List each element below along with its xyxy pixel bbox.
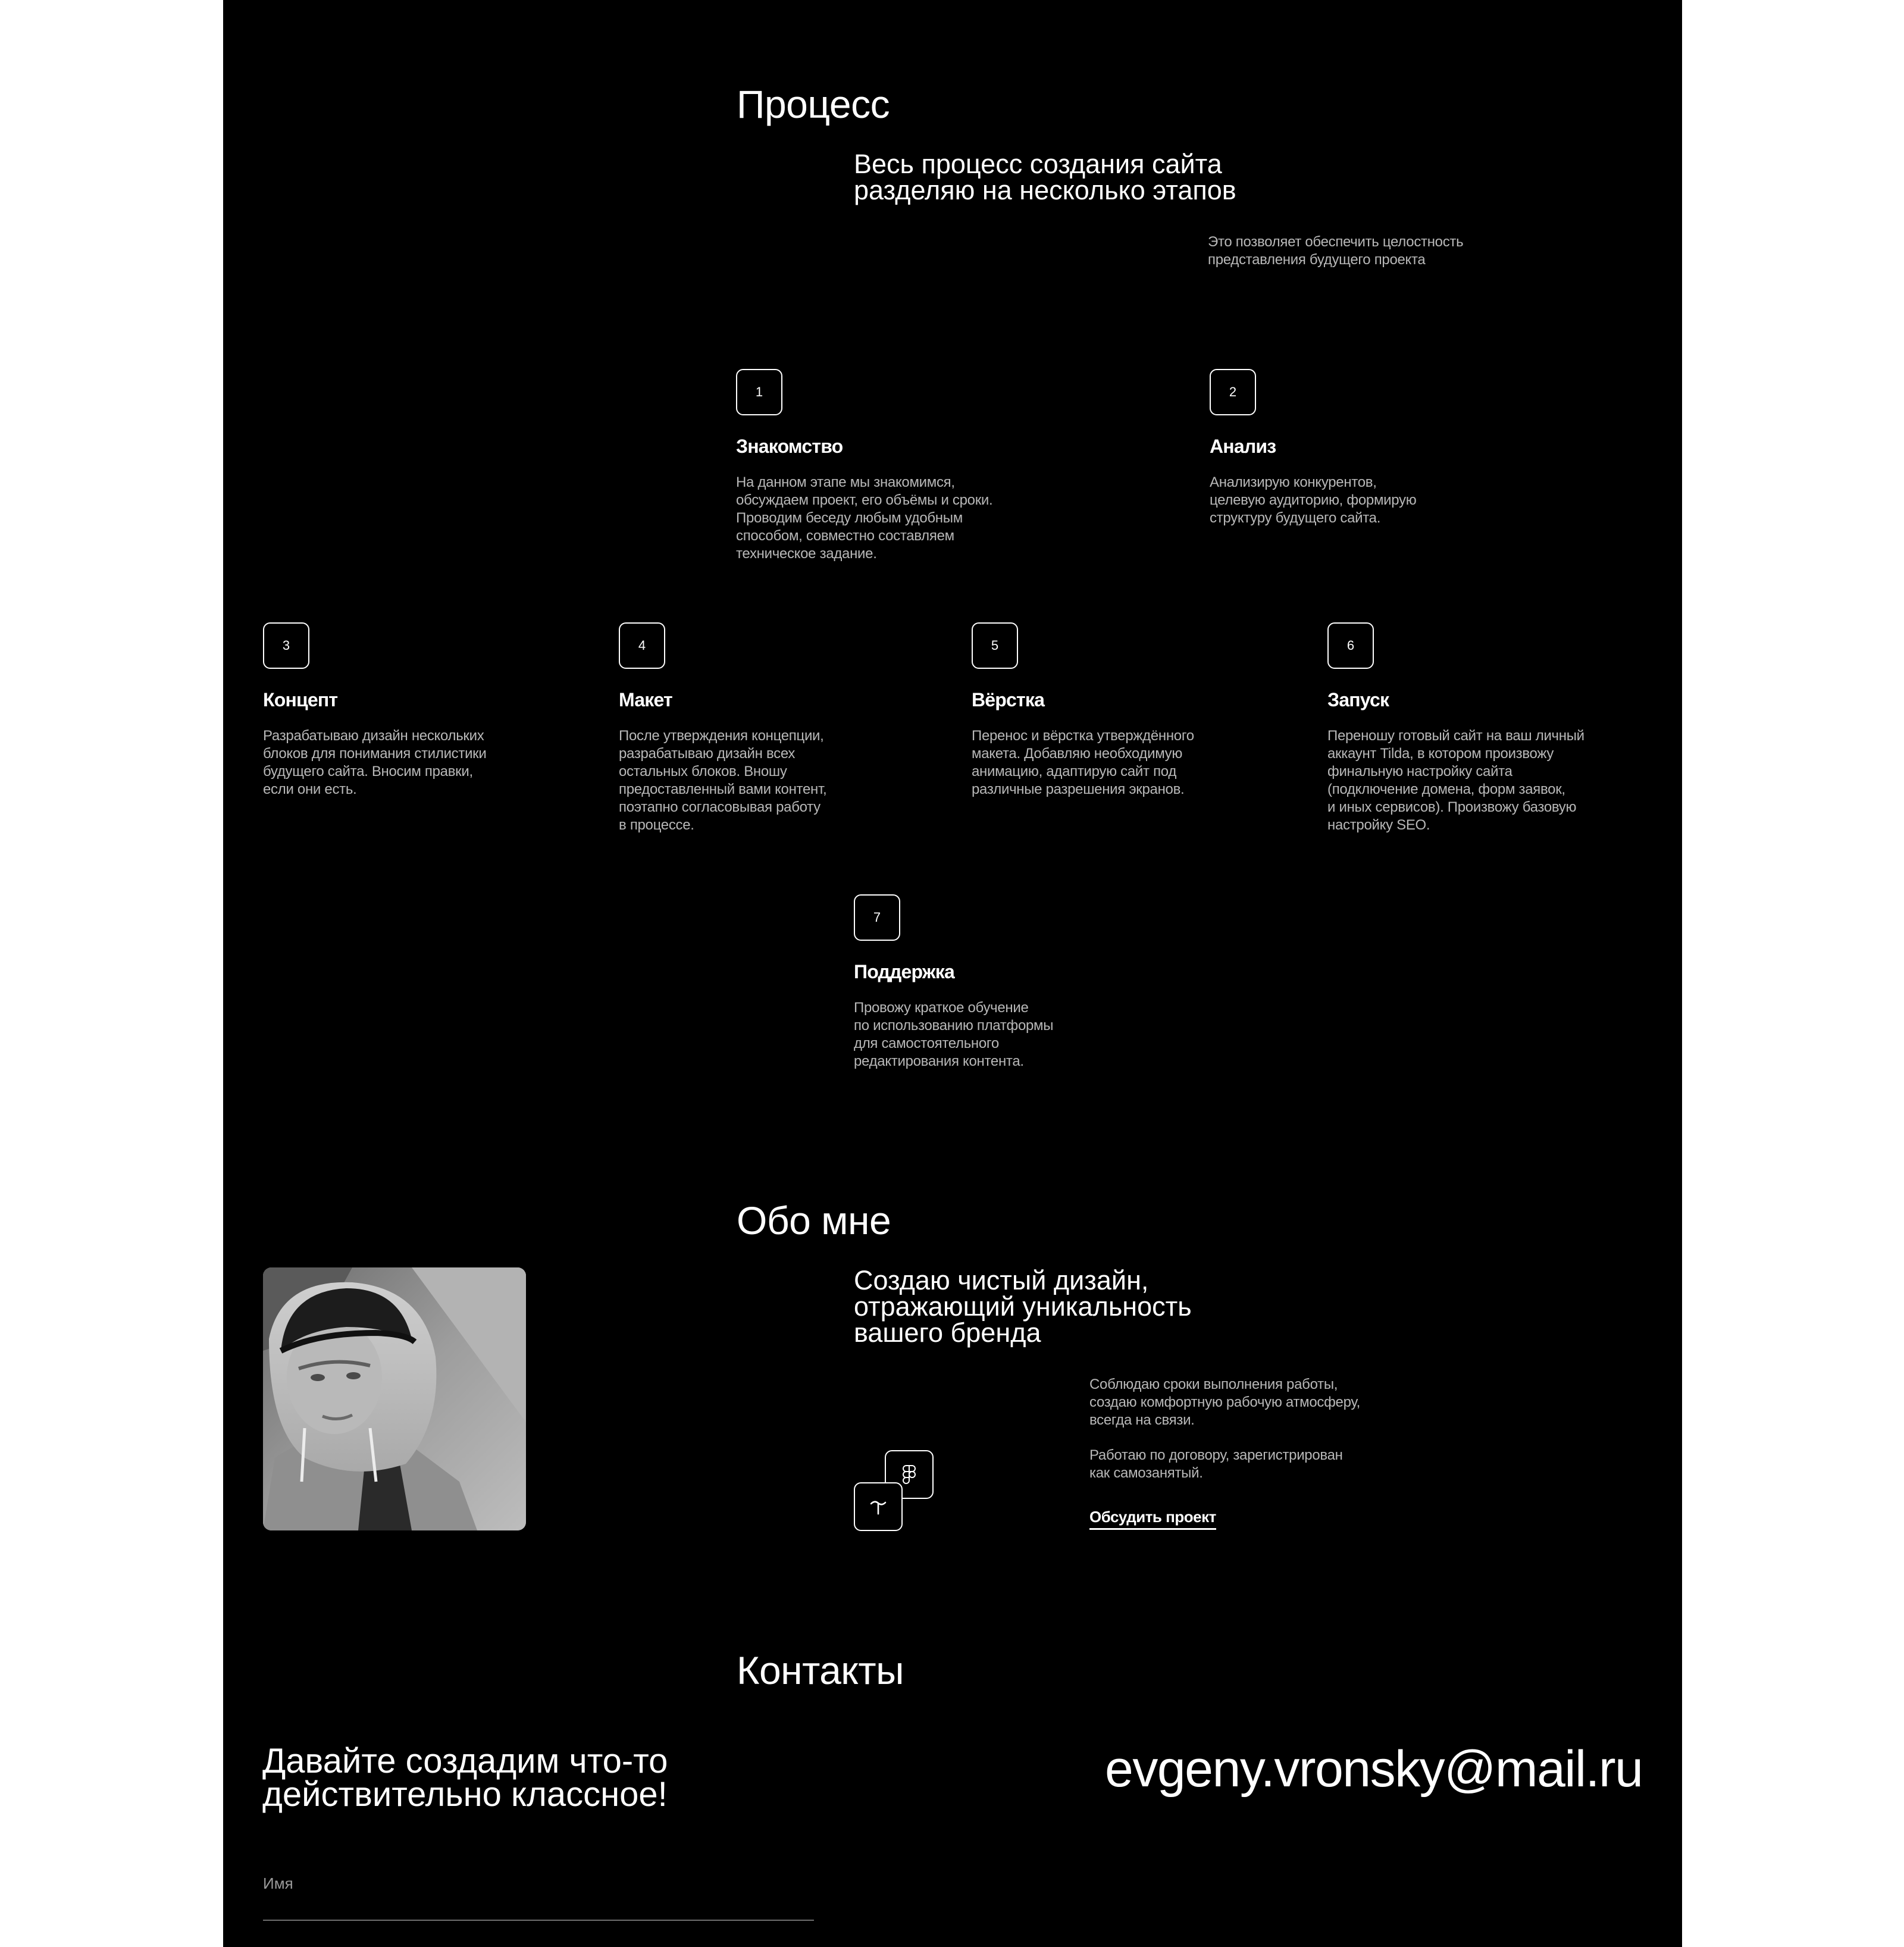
step-title: Вёрстка xyxy=(972,689,1045,710)
step-number-badge: 2 xyxy=(1210,369,1256,415)
step-number-badge: 1 xyxy=(736,369,782,415)
contacts-headline: Давайте создадим что-то действительно классное! xyxy=(262,1742,668,1814)
about-paragraph-1: Соблюдаю сроки выполнения работы, создаю комфортную рабочую атмосферу, всегда на связи. xyxy=(1089,1376,1361,1428)
step-title: Запуск xyxy=(1327,689,1389,710)
profile-photo xyxy=(263,1267,526,1530)
step-number-badge: 7 xyxy=(854,894,900,941)
page xyxy=(223,0,1682,1947)
step-number-badge: 6 xyxy=(1327,622,1374,669)
step-description: Переношу готовый сайт на ваш личный аккаунт Tilda, в котором произвожу финальную настройку сайта (подключение домена, форм заявок, и иных сервисов). Произвожу базовую настройку SEO. xyxy=(1327,728,1584,833)
step-description: Перенос и вёрстка утверждённого макета. Добавляю необходимую анимацию, адаптирую сайт под различные разрешения экранов. xyxy=(972,728,1194,797)
step-description: После утверждения концепции, разрабатываю дизайн всех остальных блоков. Вношу предоставленный вами контент, поэтапно согласовывая работу в процессе. xyxy=(619,728,827,833)
step-number-badge: 5 xyxy=(972,622,1018,669)
step-description: Анализирую конкурентов, целевую аудиторию, формирую структуру будущего сайта. xyxy=(1210,474,1417,526)
step-title: Анализ xyxy=(1210,436,1276,457)
email-link[interactable]: evgeny.vronsky@mail.ru xyxy=(1105,1741,1643,1798)
process-note: Это позволяет обеспечить целостность представления будущего проекта xyxy=(1208,234,1464,268)
step-description: Разрабатываю дизайн нескольких блоков для понимания стилистики будущего сайта. Вносим правки, если они есть. xyxy=(263,728,487,797)
step-title: Концепт xyxy=(263,689,338,710)
step-title: Поддержка xyxy=(854,961,954,982)
discuss-project-link[interactable]: Обсудить проект xyxy=(1089,1509,1216,1530)
step-title: Знакомство xyxy=(736,436,843,457)
process-subtitle: Весь процесс создания сайта разделяю на несколько этапов xyxy=(854,149,1236,205)
about-paragraph-2: Работаю по договору, зарегистрирован как самозанятый. xyxy=(1089,1447,1343,1481)
step-number-badge: 3 xyxy=(263,622,309,669)
about-subtitle: Создаю чистый дизайн, отражающий уникальность вашего бренда xyxy=(854,1265,1192,1348)
tilda-icon xyxy=(854,1482,903,1531)
step-number-badge: 4 xyxy=(619,622,665,669)
step-title: Макет xyxy=(619,689,672,710)
name-input[interactable] xyxy=(263,1892,814,1921)
contacts-title: Контакты xyxy=(737,1648,904,1692)
about-title: Обо мне xyxy=(737,1198,891,1242)
step-description: Провожу краткое обучение по использованию платформы для самостоятельного редактирования контента. xyxy=(854,1000,1054,1069)
name-field-label: Имя xyxy=(263,1874,293,1892)
step-description: На данном этапе мы знакомимся, обсуждаем проект, его объёмы и сроки. Проводим беседу любым удобным способом, совместно составляем техническое задание. xyxy=(736,474,993,562)
process-title: Процесс xyxy=(737,82,890,126)
